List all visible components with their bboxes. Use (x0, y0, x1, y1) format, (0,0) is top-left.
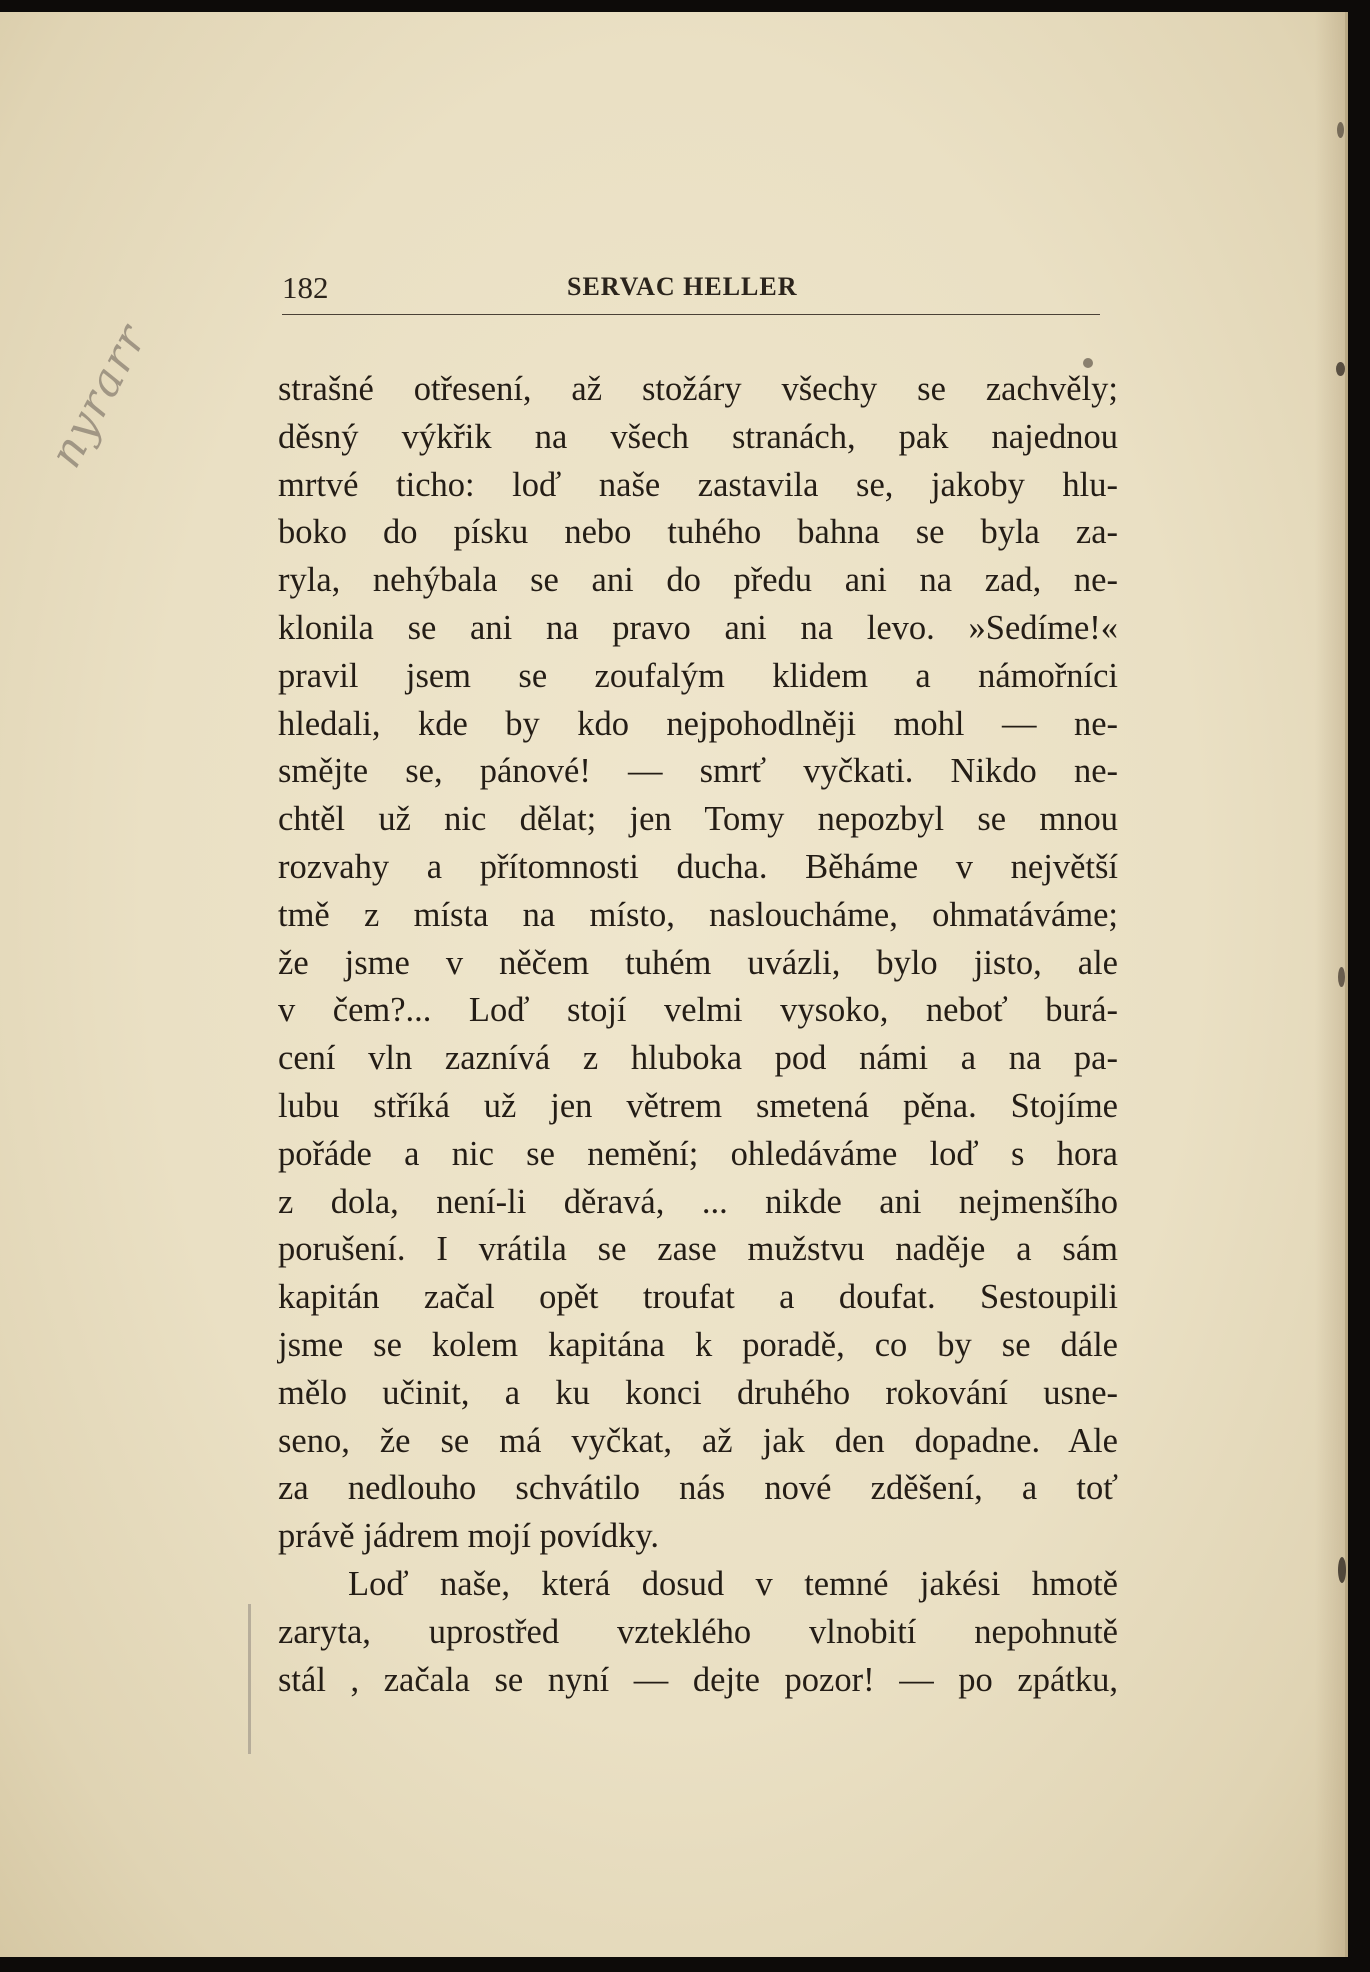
ink-spot (1338, 967, 1345, 987)
running-title: SERVAC HELLER (567, 272, 798, 301)
margin-handwriting: nyrarr (40, 315, 158, 476)
text-line: že jsme v něčem tuhém uvázli, bylo jisto, ale (278, 943, 1118, 982)
text-line: lubu stříká už jen větrem smetená pěna. Stojíme (278, 1086, 1118, 1125)
text-line: mělo učinit, a ku konci druhého rokování usne- (278, 1373, 1118, 1412)
page-number: 182 (282, 270, 329, 305)
text-line: boko do písku nebo tuhého bahna se byla za- (278, 513, 1118, 552)
text-line: mrtvé ticho: loď naše zastavila se, jakoby hlu- (278, 465, 1118, 504)
ink-spot (1338, 1557, 1346, 1583)
text-line: rozvahy a přítomnosti ducha. Běháme v největší (278, 847, 1118, 886)
text-line: cení vln zaznívá z hluboka pod námi a na pa- (278, 1039, 1118, 1078)
text-line: chtěl už nic dělat; jen Tomy nepozbyl se mnou (278, 800, 1118, 839)
text-line: hledali, kde by kdo nejpohodlněji mohl — ne- (278, 704, 1118, 743)
text-line: stál , začala se nyní — dejte pozor! — po zpátku, (278, 1660, 1118, 1699)
text-line: seno, že se má vyčkat, až jak den dopadne. Ale (278, 1421, 1118, 1460)
text-line: pořáde a nic se nemění; ohledáváme loď s hora (278, 1134, 1118, 1173)
text-line: Loď naše, která dosud v temné jakési hmotě (348, 1564, 1118, 1603)
text-line: klonila se ani na pravo ani na levo. »Sedíme!« (278, 608, 1118, 647)
margin-pencil-mark (248, 1604, 251, 1754)
body-text (278, 366, 1118, 1704)
text-line: právě jádrem mojí povídky. (278, 1517, 659, 1556)
book-page (0, 12, 1348, 1957)
text-line: porušení. I vrátila se zase mužstvu naděje a sám (278, 1230, 1118, 1269)
text-line: za nedlouho schvátilo nás nové zděšení, a toť (278, 1469, 1118, 1508)
page-header (282, 270, 1100, 315)
text-line: jsme se kolem kapitána k poradě, co by se dále (278, 1325, 1118, 1364)
text-line: v čem?... Loď stojí velmi vysoko, neboť burá- (278, 991, 1118, 1030)
text-line: smějte se, pánové! — smrť vyčkati. Nikdo ne- (278, 752, 1118, 791)
text-line: ryla, nehýbala se ani do předu ani na zad, ne- (278, 561, 1118, 600)
ink-spot (1336, 362, 1345, 376)
text-line: zaryta, uprostřed vzteklého vlnobití nepohnutě (278, 1612, 1118, 1651)
text-line: strašné otřesení, až stožáry všechy se zachvěly; (278, 370, 1118, 408)
text-line: kapitán začal opět troufat a doufat. Sestoupili (278, 1278, 1118, 1317)
ink-spot (1337, 122, 1344, 138)
text-line: z dola, není-li děravá, ... nikde ani nejmenšího (278, 1182, 1118, 1221)
text-line: děsný výkřik na všech stranách, pak najednou (278, 417, 1118, 456)
text-line: pravil jsem se zoufalým klidem a námořníci (278, 656, 1118, 695)
text-line: tmě z místa na místo, nasloucháme, ohmatáváme; (278, 895, 1118, 934)
